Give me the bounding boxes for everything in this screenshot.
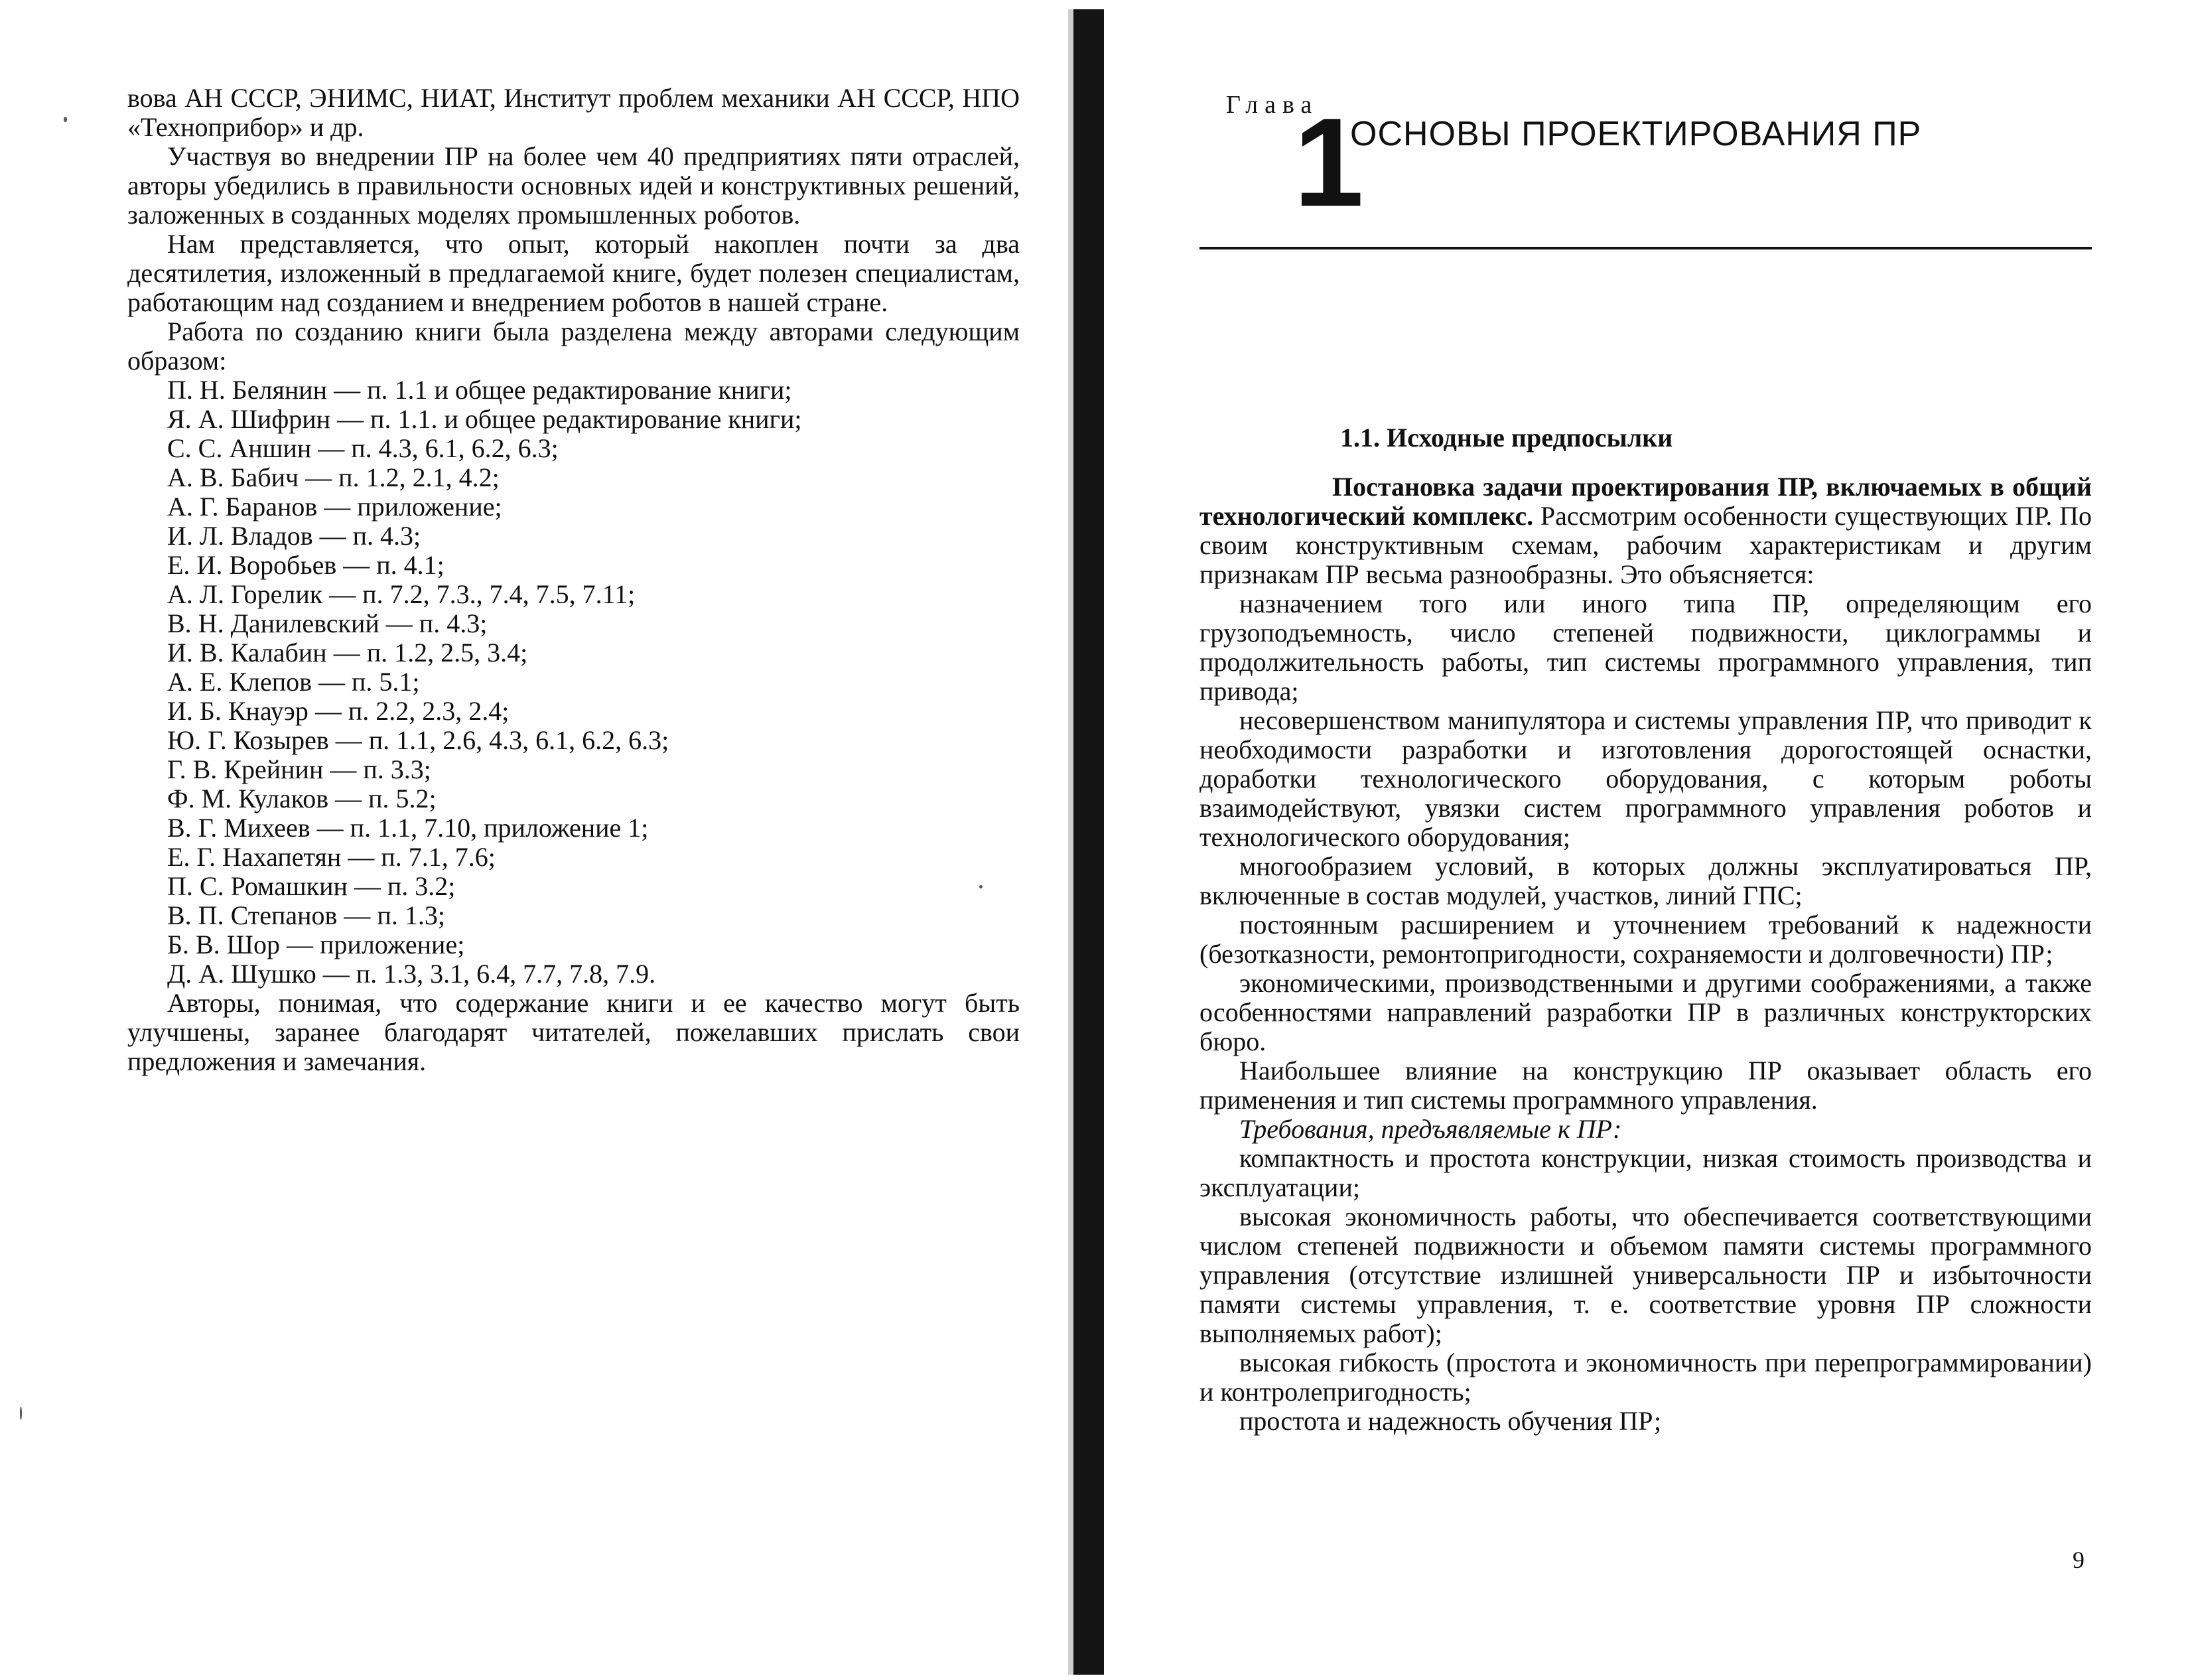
author-entry: Ю. Г. Козырев — п. 1.1, 2.6, 4.3, 6.1, 6.2, 6.3; bbox=[167, 725, 669, 755]
page-number: 9 bbox=[2073, 1547, 2084, 1573]
section-title: 1.1. Исходные предпосылки bbox=[1340, 423, 1673, 453]
reason-item: многообразием условий, в которых должны эксплуатироваться ПР, включенные в состав модулей, участков, линий ГПС; bbox=[1199, 851, 2092, 910]
author-entry: В. Г. Михеев — п. 1.1, 7.10, приложение 1; bbox=[167, 813, 649, 843]
author-entry: В. П. Степанов — п. 1.3; bbox=[167, 900, 445, 930]
chapter-label: Глава bbox=[1226, 91, 1319, 119]
paragraph: Работа по созданию книги была разделена между авторами следующим образом: bbox=[127, 316, 1020, 376]
chapter-divider bbox=[1199, 247, 2092, 249]
requirement-item: высокая гибкость (простота и экономичность при перепрограммировании) и контролепригодность; bbox=[1199, 1348, 2092, 1407]
paragraph: вова АН СССР, ЭНИМС, НИАТ, Институт проблем механики АН СССР, НПО «Технoприбор» и др. bbox=[127, 83, 1020, 142]
right-page-text bbox=[1199, 472, 2092, 1436]
chapter-number: 1 bbox=[1294, 92, 1364, 233]
author-entry: А. Л. Горелик — п. 7.2, 7.3., 7.4, 7.5, 7.11; bbox=[167, 579, 636, 609]
left-page-text bbox=[127, 84, 1020, 1076]
author-entry: Ф. М. Кулаков — п. 5.2; bbox=[167, 784, 437, 813]
closing-paragraph: Авторы, понимая, что содержание книги и ее качество могут быть улучшены, заранее благодарят читателей, пожелавших прислать свои предложения и замечания. bbox=[127, 988, 1020, 1076]
author-entry: И. В. Калабин — п. 1.2, 2.5, 3.4; bbox=[167, 638, 528, 667]
reason-item: постоянным расширением и уточнением требований к надежности (безотказности, ремонтопригодности, сохраняемости и долговечности) ПР; bbox=[1199, 910, 2092, 969]
scan-speck bbox=[20, 1407, 22, 1420]
author-entry: Г. В. Крейнин — п. 3.3; bbox=[167, 754, 431, 784]
paragraph: Участвуя во внедрении ПР на более чем 40 предприятиях пяти отраслей, авторы убедились в правильности основных идей и конструктивных решений, заложенных в созданных моделях промышленных роботов. bbox=[127, 141, 1020, 230]
author-entry: Б. В. Шор — приложение; bbox=[167, 930, 465, 959]
reason-item: экономическими, производственными и другими соображениями, а также особенностями направлений разработки ПР в различных конструкторских бюро. bbox=[1199, 968, 2092, 1056]
author-entry: В. Н. Данилевский — п. 4.3; bbox=[167, 608, 488, 638]
reason-item: несовершенством манипулятора и системы управления ПР, что приводит к необходимости разработки и изготовления дорогостоящей оснастки, доработки технологического оборудования, с которым роботы взаимодействуют, увязки систем программного управления роботов и технологического оборудования; bbox=[1199, 705, 2092, 852]
author-entry: Я. А. Шифрин — п. 1.1. и общее редактирование книги; bbox=[167, 404, 802, 434]
lead-rest: Рассмотрим особенности существующих ПР. По своим конструктивным схемам, рабочим характеристикам и другим признакам ПР весьма разнообразны. Это объясняется: bbox=[1199, 501, 2092, 589]
author-entry: Д. А. Шушко — п. 1.3, 3.1, 6.4, 7.7, 7.8, 7.9. bbox=[167, 959, 656, 989]
author-entry: А. Г. Баранов — приложение; bbox=[167, 492, 502, 522]
author-entry: П. С. Ромашкин — п. 3.2; bbox=[167, 871, 456, 901]
lead-paragraph bbox=[1199, 472, 2092, 589]
author-entry: И. Б. Кнауэр — п. 2.2, 2.3, 2.4; bbox=[167, 696, 510, 726]
author-entry: Е. И. Воробьев — п. 4.1; bbox=[167, 550, 444, 580]
author-entry: Е. Г. Нахапетян — п. 7.1, 7.6; bbox=[167, 842, 496, 872]
lead-bold: Постановка задачи проектирования ПР, включаемых в общий технологический комплекс. bbox=[1199, 472, 2092, 531]
author-entry: П. Н. Белянин — п. 1.1 и общее редактирование книги; bbox=[167, 375, 792, 405]
book-spine bbox=[1073, 9, 1104, 1675]
paragraph: Нам представляется, что опыт, который накоплен почти за два десятилетия, изложенный в предлагаемой книге, будет полезен специалистам, работающим над созданием и внедрением роботов в нашей стране. bbox=[127, 229, 1020, 317]
authors-list bbox=[127, 376, 1020, 989]
author-entry: А. Е. Клепов — п. 5.1; bbox=[167, 667, 420, 697]
author-entry: А. В. Бабич — п. 1.2, 2.1, 4.2; bbox=[167, 462, 500, 492]
scan-speck bbox=[64, 117, 67, 122]
requirement-item: высокая экономичность работы, что обеспечивается соответствующими числом степеней подвижности и объемом памяти системы программного управления (отсутствие излишней универсальности ПР и избыточности памяти системы управления, т. е. соответствие уровня ПР сложности выполняемых работ); bbox=[1199, 1202, 2092, 1348]
influence-paragraph: Наибольшее влияние на конструкцию ПР оказывает область его применения и тип системы программного управления. bbox=[1199, 1056, 2092, 1115]
author-entry: С. С. Аншин — п. 4.3, 6.1, 6.2, 6.3; bbox=[167, 433, 559, 463]
reason-item: назначением того или иного типа ПР, определяющим его грузоподъемность, число степеней подвижности, циклограммы и продолжительность работы, тип системы программного управления, тип привода; bbox=[1199, 589, 2092, 706]
author-entry: И. Л. Владов — п. 4.3; bbox=[167, 521, 421, 551]
requirements-heading: Требования, предъявляемые к ПР: bbox=[1239, 1114, 1622, 1144]
chapter-title: ОСНОВЫ ПРОЕКТИРОВАНИЯ ПР bbox=[1350, 115, 1922, 153]
requirement-item: простота и надежность обучения ПР; bbox=[1239, 1406, 1662, 1436]
requirement-item: компактность и простота конструкции, низкая стоимость производства и эксплуатации; bbox=[1199, 1143, 2092, 1202]
